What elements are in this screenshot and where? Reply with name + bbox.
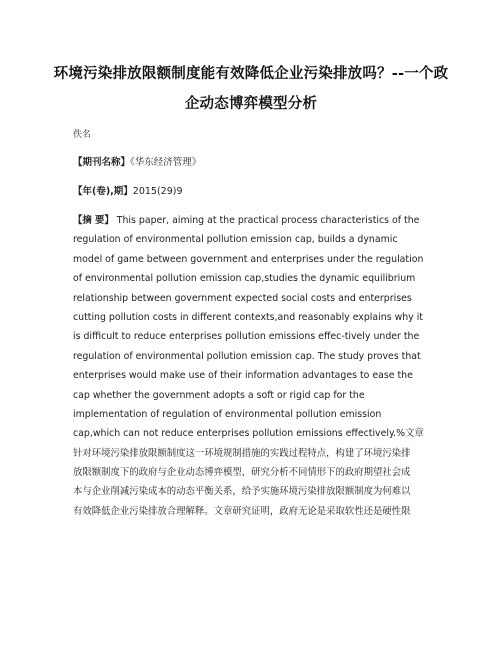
abstract-line: 针对环境污染排放限额制度这一环境规制措施的实践过程特点，构建了环境污染排 — [73, 447, 411, 459]
abstract-line: regulation of environmental pollution emission cap. The study proves that — [73, 350, 421, 362]
abstract-line: cap,which can not reduce enterprises pollution emissions effectively.%文章 — [73, 428, 424, 440]
abstract-line: cap whether the government adopts a soft or rigid cap for the — [73, 389, 365, 401]
abstract-line: model of game between government and enterprises under the regulation — [73, 253, 424, 265]
document-title-line-1: 环境污染排放限额制度能有效降低企业污染排放吗？--一个政 — [53, 66, 449, 82]
abstract-line: implementation of regulation of environmental pollution emission — [73, 408, 382, 420]
abstract-line: 放限额制度下的政府与企业动态博弈模型，研究分析不同情形下的政府期望社会成 — [73, 467, 411, 479]
abstract-line — [73, 211, 433, 230]
abstract-text: This paper, aiming at the practical process characteristics of the — [116, 215, 420, 226]
abstract-line: relationship between government expected social costs and enterprises — [73, 292, 412, 304]
abstract-label: 【摘 要】 — [73, 215, 114, 226]
abstract-block — [73, 211, 433, 521]
abstract-line: of environmental pollution emission cap,studies the dynamic equilibrium — [73, 273, 416, 285]
year-label: 【年(卷),期】 — [73, 186, 133, 197]
journal-label: 【期刊名称】 — [73, 157, 131, 168]
document-title-line-2: 企动态博弈模型分析 — [184, 96, 318, 112]
author-name: 佚名 — [73, 130, 92, 140]
abstract-line: 本与企业削减污染成本的动态平衡关系，给予实施环境污染排放限额制度为何难以 — [73, 486, 411, 498]
year-volume-issue-field — [73, 183, 183, 197]
abstract-line: regulation of environmental pollution emission cap, builds a dynamic — [73, 234, 398, 246]
abstract-line: 有效降低企业污染排放合理解释。文章研究证明，政府无论是采取软性还是硬性限 — [73, 505, 411, 517]
year-value: 2015(29)9 — [132, 186, 183, 197]
abstract-line: cutting pollution costs in different contexts,and reasonably explains why it — [73, 311, 423, 323]
journal-value: 《华东经济管理》 — [130, 157, 202, 168]
abstract-line: is difficult to reduce enterprises pollution emissions effec-tively under the — [73, 331, 420, 343]
journal-field — [73, 154, 201, 168]
abstract-line: enterprises would make use of their information advantages to ease the — [73, 370, 413, 382]
